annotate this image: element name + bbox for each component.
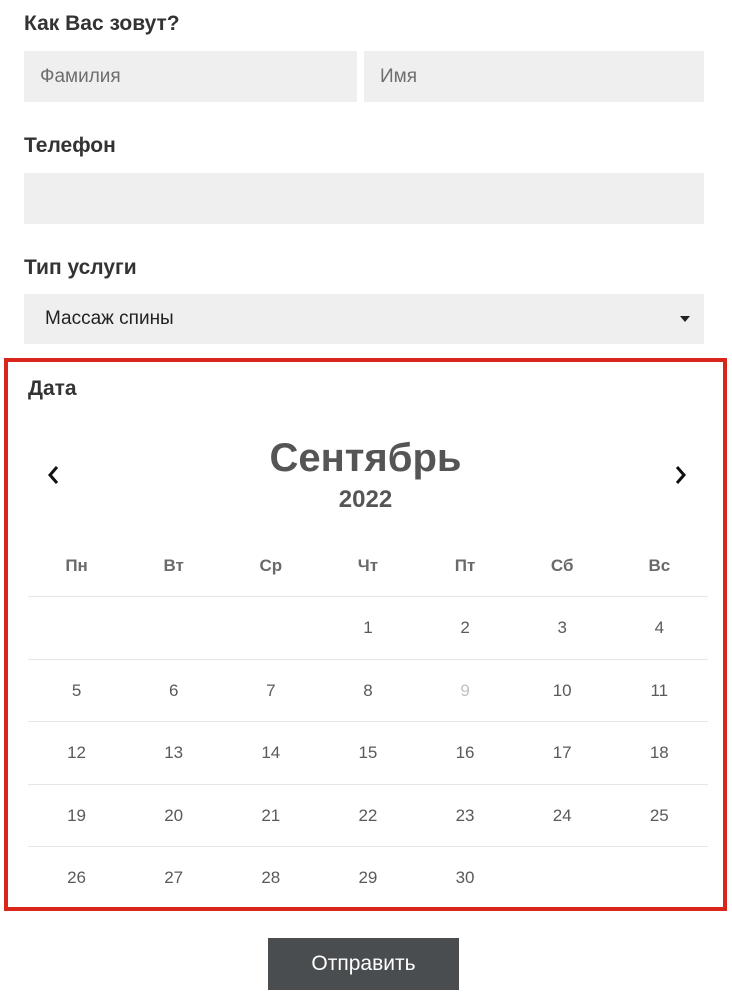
calendar-day[interactable]: 6 [168,680,179,700]
calendar-day[interactable]: 29 [358,868,378,888]
calendar-day[interactable]: 7 [266,680,276,700]
calendar-empty-cell [222,597,319,659]
weekday-label: Вт [163,556,184,575]
calendar-empty-cell [611,847,708,910]
calendar-day[interactable]: 27 [164,868,184,888]
calendar-day[interactable]: 30 [455,868,475,888]
calendar-day[interactable]: 19 [67,805,87,825]
service-select[interactable] [24,294,704,344]
weekday-label: Пт [454,556,476,575]
calendar-week-row [28,597,708,660]
calendar-day[interactable]: 14 [261,743,281,763]
date-picker [4,358,727,911]
name-label: Как Вас зовут? [24,12,180,35]
chevron-down-icon [680,316,690,322]
calendar-empty-cell [125,597,222,659]
calendar-empty-cell [28,597,125,659]
calendar-day[interactable]: 4 [654,618,665,637]
submit-button[interactable]: Отправить [268,938,459,990]
weekday-label: Ср [259,556,283,575]
calendar-day[interactable]: 25 [649,805,669,825]
calendar-grid [28,535,708,910]
calendar-day[interactable]: 24 [552,805,572,825]
calendar-day[interactable]: 21 [261,805,281,825]
calendar-day-disabled: 9 [460,680,470,700]
calendar-weeks [28,597,708,910]
date-label: Дата [28,377,77,400]
weekday-label: Вс [648,556,671,575]
calendar-week-row [28,660,708,723]
calendar-week-row [28,722,708,785]
calendar-week-row [28,847,708,910]
calendar-day[interactable]: 17 [552,743,572,763]
service-select-value: Массаж спины [45,308,174,329]
calendar-day[interactable]: 3 [557,618,567,637]
calendar-day[interactable]: 2 [460,618,470,637]
calendar-day[interactable]: 10 [552,680,572,700]
calendar-day[interactable]: 12 [67,743,87,763]
calendar-day[interactable]: 13 [164,743,184,763]
year-title: 2022 [338,486,393,513]
weekday-label: Сб [550,556,574,575]
calendar-day[interactable]: 28 [261,868,281,888]
next-month-button[interactable] [671,464,689,486]
month-title: Сентябрь [269,436,462,480]
chevron-right-icon [671,464,689,486]
first-name-field[interactable] [364,51,704,102]
calendar-week-row [28,785,708,848]
weekday-label: Пн [65,556,88,575]
phone-label: Телефон [24,134,116,157]
weekday-label: Чт [357,556,379,575]
service-label: Тип услуги [24,256,137,279]
calendar-day[interactable]: 11 [650,680,669,700]
calendar-day[interactable]: 16 [455,743,475,763]
calendar-day[interactable]: 1 [363,618,373,637]
calendar-day[interactable]: 26 [67,868,87,888]
last-name-field[interactable] [24,51,357,102]
calendar-day[interactable]: 8 [363,680,373,700]
calendar-day[interactable]: 23 [455,805,475,825]
calendar-day[interactable]: 22 [358,805,378,825]
calendar-day[interactable]: 20 [164,805,184,825]
calendar-day[interactable]: 5 [71,680,82,700]
weekday-header [28,535,708,597]
calendar-day[interactable]: 15 [358,743,378,763]
calendar-day[interactable]: 18 [649,743,669,763]
phone-field[interactable] [24,173,704,224]
calendar-empty-cell [514,847,611,910]
